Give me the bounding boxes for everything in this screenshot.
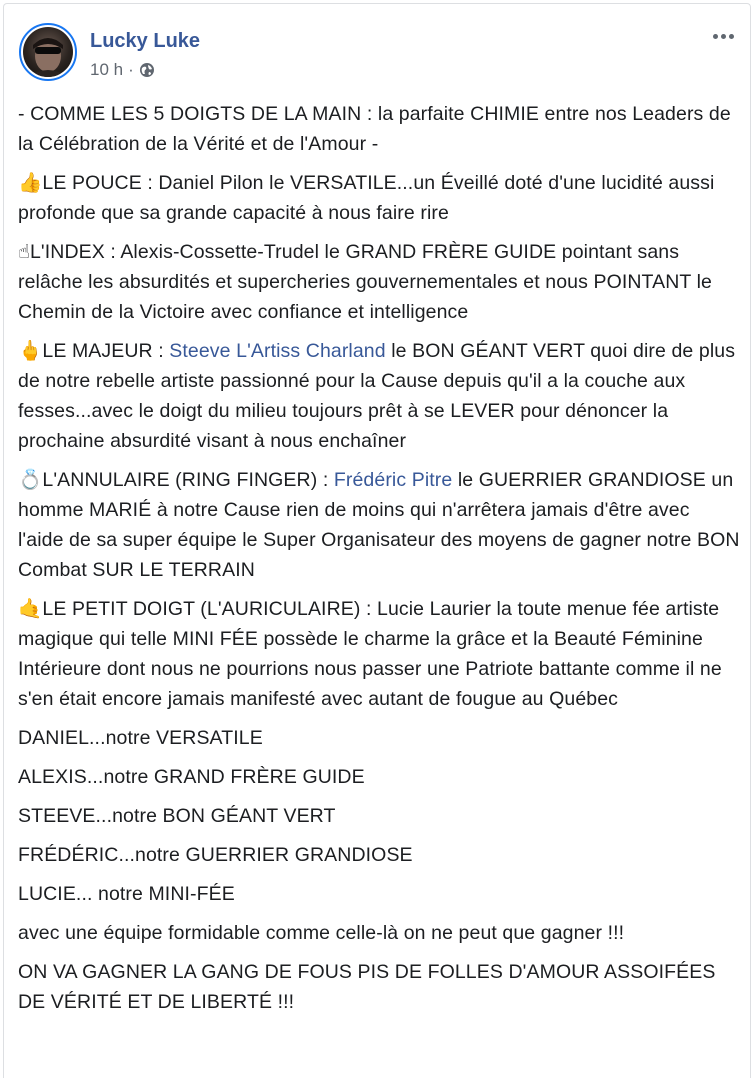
mention-steeve-link[interactable]: Steeve L'Artiss Charland: [169, 340, 386, 362]
thumbs-up-icon: 👍: [18, 172, 43, 194]
post-paragraph-annulaire: [18, 465, 740, 585]
post-timestamp[interactable]: 10 h: [90, 60, 124, 79]
post-line-lucie: LUCIE... notre MINI-FÉE: [18, 883, 235, 905]
mention-frederic-link[interactable]: Frédéric Pitre: [333, 469, 453, 491]
post-line-final: ON VA GAGNER LA GANG DE FOUS PIS DE FOLLES D'AMOUR ASSOIFÉES DE VÉRITÉ ET DE LIBERTÉ !!!: [18, 961, 716, 1013]
post-paragraph-index: [18, 237, 740, 327]
post-line-equipe: avec une équipe formidable comme celle-là on ne peut que gagner !!!: [18, 922, 625, 944]
post-paragraph-intro: - COMME LES 5 DOIGTS DE LA MAIN : la parfaite CHIMIE entre nos Leaders de la Célébration de la Vérité et de l'Amour -: [18, 103, 731, 155]
index-text: L'INDEX : Alexis-Cossette-Trudel le GRAND FRÈRE GUIDE pointant sans relâche les absurdités et supercheries gouvernementales et nous POINTANT le Chemin de la Victoire avec confiance et intelligence: [18, 241, 712, 323]
middle-finger-icon: 🖕: [18, 340, 43, 362]
ring-icon: 💍: [18, 469, 43, 491]
author-avatar[interactable]: [19, 23, 77, 81]
call-me-hand-icon: 🤙: [18, 598, 43, 620]
petit-text: LE PETIT DOIGT (L'AURICULAIRE) : Lucie Laurier la toute menue fée artiste magique qui telle MINI FÉE possède le charme la grâce et la Beauté Féminine Intérieure dont nous ne pourrions nous passer une Patriote battante comme il ne s'en était encore jamais manifesté avec autant de fougue au Québec: [18, 598, 722, 710]
globe-icon[interactable]: [139, 62, 155, 78]
post-line-frederic: FRÉDÉRIC...notre GUERRIER GRANDIOSE: [18, 844, 413, 866]
more-options-icon[interactable]: [708, 24, 738, 48]
post-line-steeve: STEEVE...notre BON GÉANT VERT: [18, 805, 336, 827]
post-body: [18, 99, 740, 1026]
author-name[interactable]: Lucky Luke: [90, 30, 201, 52]
post-paragraph-pouce: [18, 168, 740, 228]
pouce-text: LE POUCE : Daniel Pilon le VERSATILE...un Éveillé doté d'une lucidité aussi profonde que sa grande capacité à nous faire rire: [18, 172, 715, 224]
post-line-daniel: DANIEL...notre VERSATILE: [18, 727, 263, 749]
post-line-alexis: ALEXIS...notre GRAND FRÈRE GUIDE: [18, 766, 365, 788]
annulaire-rest: le GUERRIER GRANDIOSE un homme MARIÉ à notre Cause rien de moins qui n'arrêtera jamais d'être avec l'aide de sa super équipe le Super Organisateur des moyens de gagner notre BON Combat SUR LE TERRAIN: [18, 469, 740, 581]
avatar-portrait-icon: [23, 27, 73, 77]
index-pointing-up-icon: ☝: [18, 241, 30, 263]
meta-separator: ·: [128, 60, 134, 79]
annulaire-prefix: L'ANNULAIRE (RING FINGER) :: [42, 469, 334, 491]
post-meta: [90, 60, 155, 80]
majeur-prefix: LE MAJEUR :: [42, 340, 170, 362]
post-paragraph-petit: [18, 594, 740, 714]
majeur-rest: le BON GÉANT VERT quoi dire de plus de notre rebelle artiste passionné pour la Cause depuis qu'il a la couche aux fesses...avec le doigt du milieu toujours prêt à se LEVER pour dénoncer la prochaine absurdité visant à nous enchaîner: [18, 340, 736, 452]
post-paragraph-majeur: [18, 336, 740, 456]
avatar-image: [23, 27, 73, 77]
post-card: [3, 3, 751, 1078]
